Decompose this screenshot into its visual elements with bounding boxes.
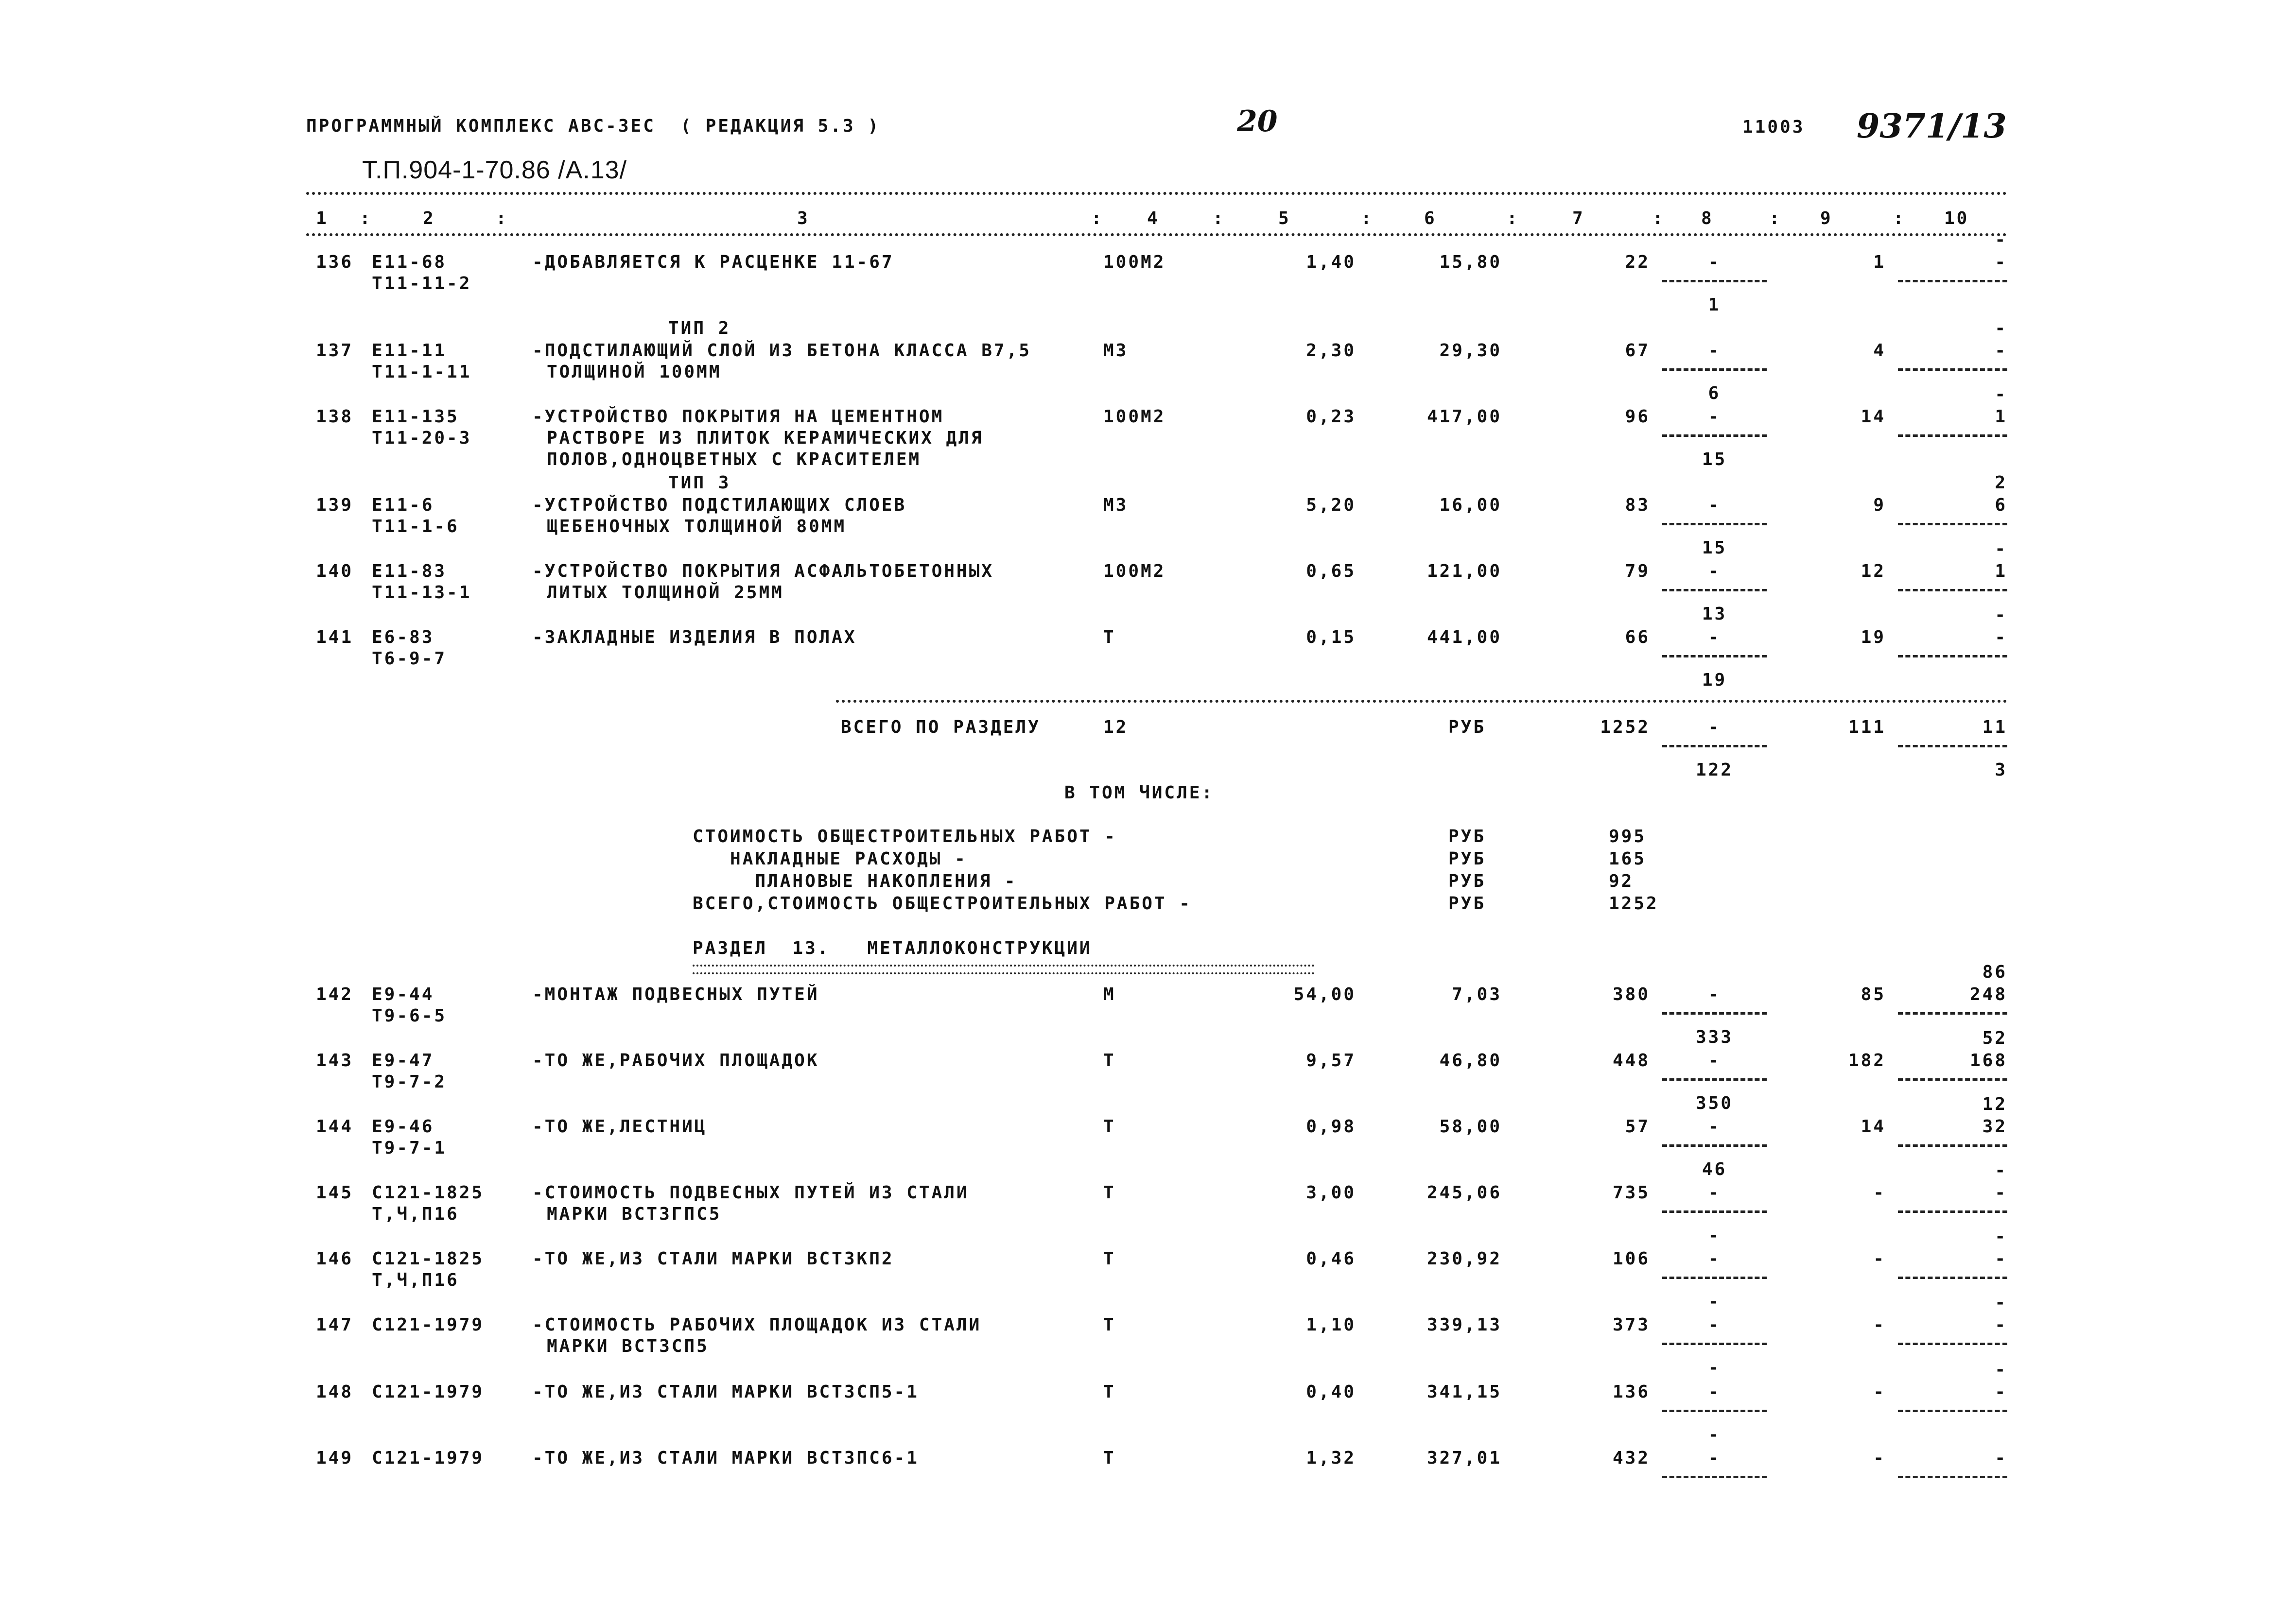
col10-divider (1898, 1210, 2007, 1213)
col8-top: - (1708, 495, 1721, 515)
total-cost: 380 (1612, 985, 1650, 1004)
total-col8-divider (1662, 745, 1767, 747)
col10-divider (1898, 1476, 2007, 1478)
rate-reference: Т,Ч,П16 (372, 1270, 459, 1290)
quantity: 0,98 (1306, 1117, 1356, 1137)
rate-reference: Т6-9-7 (372, 649, 447, 669)
unit-price: 46,80 (1439, 1051, 1502, 1071)
total-col8-top: - (1708, 717, 1721, 737)
col10-divider (1898, 1343, 2007, 1345)
col8-divider (1662, 1476, 1767, 1478)
col10-top: 248 (1969, 985, 2007, 1004)
col8-bottom: 1 (1708, 295, 1721, 315)
row-number: 146 (316, 1249, 354, 1269)
col10-top: - (1995, 1448, 2007, 1468)
col9-value: - (1873, 1183, 1886, 1203)
col10-bottom: - (1995, 1227, 2007, 1246)
unit-price: 230,92 (1426, 1249, 1502, 1269)
including-line-value: 92 (1609, 871, 1634, 891)
col8-top: - (1708, 1249, 1721, 1269)
work-description: ЩЕБЕНОЧНЫХ ТОЛЩИНОЙ 80ММ (547, 517, 847, 536)
col8-divider (1662, 589, 1767, 591)
quantity: 2,30 (1306, 341, 1356, 361)
total-cost: 96 (1625, 407, 1650, 427)
including-line-unit: РУБ (1448, 871, 1486, 891)
col8-top: - (1708, 252, 1721, 272)
unit: Т (1103, 1382, 1116, 1402)
row-number: 138 (316, 407, 354, 427)
including-label: В ТОМ ЧИСЛЕ: (1064, 783, 1215, 803)
col9-value: - (1873, 1315, 1886, 1335)
col10-top: - (1995, 1382, 2007, 1402)
unit-price: 441,00 (1426, 627, 1502, 647)
quantity: 0,23 (1306, 407, 1356, 427)
column-header-6: 6 (1424, 208, 1437, 228)
quantity: 9,57 (1306, 1051, 1356, 1071)
rate-code: Е6-83 (372, 627, 435, 647)
work-description: МАРКИ ВСТ3ГПС5 (547, 1204, 722, 1224)
rate-code: С121-1825 (372, 1183, 485, 1203)
col10-divider (1898, 1410, 2007, 1412)
rate-code: Е9-47 (372, 1051, 435, 1071)
column-header-5: 5 (1278, 208, 1291, 228)
total-value: 1252 (1600, 717, 1650, 737)
col9-value: 12 (1861, 561, 1886, 581)
col9-value: 85 (1861, 985, 1886, 1004)
col8-bottom: - (1708, 1358, 1721, 1378)
work-description: -ДОБАВЛЯЕТСЯ К РАСЦЕНКЕ 11-67 (532, 252, 894, 272)
col10-top: - (1995, 341, 2007, 361)
col8-top: - (1708, 1315, 1721, 1335)
work-description: -ПОДСТИЛАЮЩИЙ СЛОЙ ИЗ БЕТОНА КЛАССА В7,5 (532, 341, 1031, 361)
unit: 100М2 (1103, 252, 1166, 272)
rate-reference: Т11-13-1 (372, 583, 472, 603)
work-description: -ТО ЖЕ,ИЗ СТАЛИ МАРКИ ВСТ3ПС6-1 (532, 1448, 919, 1468)
column-separator: : (1769, 208, 1782, 228)
col8-bottom: 333 (1695, 1027, 1734, 1047)
col9-value: 14 (1861, 1117, 1886, 1137)
col8-bottom: 350 (1695, 1093, 1734, 1113)
col9-value: - (1873, 1249, 1886, 1269)
column-separator: : (1361, 208, 1374, 228)
unit: Т (1103, 1183, 1116, 1203)
col10-bottom: - (1995, 318, 2007, 338)
unit: М3 (1103, 341, 1129, 361)
column-separator: : (1893, 208, 1906, 228)
col8-divider (1662, 1144, 1767, 1147)
col10-top: 168 (1969, 1051, 2007, 1071)
column-separator: : (1652, 208, 1665, 228)
work-description: -ТО ЖЕ,ИЗ СТАЛИ МАРКИ ВСТ3КП2 (532, 1249, 894, 1269)
col8-top: - (1708, 1382, 1721, 1402)
total-col8-bottom: 122 (1695, 760, 1734, 780)
col10-top: - (1995, 627, 2007, 647)
col8-bottom: 19 (1702, 670, 1727, 690)
project-number: Т.П.904-1-70.86 /А.13/ (362, 156, 627, 184)
column-header-9: 9 (1820, 208, 1833, 228)
col8-bottom: - (1708, 1226, 1721, 1245)
work-description: -СТОИМОСТЬ ПОДВЕСНЫХ ПУТЕЙ ИЗ СТАЛИ (532, 1183, 969, 1203)
col8-bottom: 15 (1702, 449, 1727, 469)
col10-bottom: - (1995, 230, 2007, 250)
total-col10-divider (1898, 745, 2007, 747)
unit: Т (1103, 1051, 1116, 1071)
including-line-text: ВСЕГО,СТОИМОСТЬ ОБЩЕСТРОИТЕЛЬНЫХ РАБОТ - (693, 894, 1192, 914)
including-line-unit: РУБ (1448, 849, 1486, 869)
col10-top: 32 (1982, 1117, 2007, 1137)
col10-bottom: - (1995, 539, 2007, 559)
column-header-7: 7 (1572, 208, 1585, 228)
col10-divider (1898, 1078, 2007, 1081)
column-header-1: 1 (316, 208, 329, 228)
unit-price: 7,03 (1452, 985, 1502, 1004)
work-description: РАСТВОРЕ ИЗ ПЛИТОК КЕРАМИЧЕСКИХ ДЛЯ (547, 428, 984, 448)
program-title: ПРОГРАММНЫЙ КОМПЛЕКС АВС-ЗЕС ( РЕДАКЦИЯ 5.3 ) (306, 116, 880, 136)
total-col10-top: 11 (1982, 717, 2007, 737)
work-description: -МОНТАЖ ПОДВЕСНЫХ ПУТЕЙ (532, 985, 819, 1004)
unit: Т (1103, 1315, 1116, 1335)
work-description: -ТО ЖЕ,ИЗ СТАЛИ МАРКИ ВСТ3СП5-1 (532, 1382, 919, 1402)
work-description: -ЗАКЛАДНЫЕ ИЗДЕЛИЯ В ПОЛАХ (532, 627, 857, 647)
rate-code: С121-1979 (372, 1315, 485, 1335)
section-13-title: РАЗДЕЛ 13. МЕТАЛЛОКОНСТРУКЦИИ (693, 938, 1092, 958)
including-line-value: 995 (1609, 827, 1647, 847)
including-line-unit: РУБ (1448, 827, 1486, 847)
col8-top: - (1708, 1117, 1721, 1137)
rate-reference: Т,Ч,П16 (372, 1204, 459, 1224)
including-line-unit: РУБ (1448, 894, 1486, 914)
unit: 100М2 (1103, 561, 1166, 581)
col10-top: - (1995, 1249, 2007, 1269)
quantity: 0,15 (1306, 627, 1356, 647)
unit: Т (1103, 1117, 1116, 1137)
including-line-value: 165 (1609, 849, 1647, 869)
col8-divider (1662, 1210, 1767, 1213)
unit-price: 58,00 (1439, 1117, 1502, 1137)
unit-price: 121,00 (1426, 561, 1502, 581)
column-separator: : (496, 208, 508, 228)
quantity: 1,40 (1306, 252, 1356, 272)
col9-value: - (1873, 1382, 1886, 1402)
rate-code: Е11-83 (372, 561, 447, 581)
work-description: ТОЛЩИНОЙ 100ММ (547, 362, 722, 382)
col8-bottom: 13 (1702, 604, 1727, 624)
rate-code: С121-1979 (372, 1382, 485, 1402)
col10-divider (1898, 1277, 2007, 1279)
page-number: 20 (1237, 104, 1278, 138)
col10-divider (1898, 1012, 2007, 1015)
col8-bottom: - (1708, 1292, 1721, 1312)
row-number: 140 (316, 561, 354, 581)
col10-bottom: - (1995, 1160, 2007, 1180)
column-header-3: 3 (797, 208, 810, 228)
quantity: 0,65 (1306, 561, 1356, 581)
unit: Т (1103, 627, 1116, 647)
header-rule-top (306, 192, 2007, 195)
work-description: -УСТРОЙСТВО ПОКРЫТИЯ НА ЦЕМЕНТНОМ (532, 407, 944, 427)
col10-divider (1898, 523, 2007, 525)
col8-top: - (1708, 1448, 1721, 1468)
work-description: МАРКИ ВСТ3СП5 (547, 1336, 709, 1356)
row-number: 136 (316, 252, 354, 272)
including-line-text: НАКЛАДНЫЕ РАСХОДЫ - (693, 849, 967, 869)
rate-code: Е11-11 (372, 341, 447, 361)
rate-code: Е9-44 (372, 985, 435, 1004)
unit: 100М2 (1103, 407, 1166, 427)
section-13-underline (693, 965, 1315, 974)
col8-divider (1662, 523, 1767, 525)
rate-code: Е9-46 (372, 1117, 435, 1137)
col8-top: - (1708, 561, 1721, 581)
total-cost: 22 (1625, 252, 1650, 272)
col10-bottom: 2 (1995, 473, 2007, 493)
col10-divider (1898, 280, 2007, 282)
total-rule (836, 700, 2007, 703)
total-cost: 106 (1612, 1249, 1650, 1269)
work-description: -УСТРОЙСТВО ПОДСТИЛАЮЩИХ СЛОЕВ (532, 495, 907, 515)
total-cost: 79 (1625, 561, 1650, 581)
quantity: 0,40 (1306, 1382, 1356, 1402)
including-line-value: 1252 (1609, 894, 1659, 914)
work-description: -СТОИМОСТЬ РАБОЧИХ ПЛОЩАДОК ИЗ СТАЛИ (532, 1315, 982, 1335)
total-cost: 136 (1612, 1382, 1650, 1402)
col8-top: - (1708, 341, 1721, 361)
col10-top: - (1995, 1315, 2007, 1335)
rate-reference: Т11-20-3 (372, 428, 472, 448)
col10-top: - (1995, 1183, 2007, 1203)
including-line-text: СТОИМОСТЬ ОБЩЕСТРОИТЕЛЬНЫХ РАБОТ - (693, 827, 1117, 847)
col8-bottom: 46 (1702, 1159, 1727, 1179)
unit: Т (1103, 1448, 1116, 1468)
unit-price: 339,13 (1426, 1315, 1502, 1335)
rate-reference: Т9-7-1 (372, 1138, 447, 1158)
column-separator: : (1213, 208, 1225, 228)
column-header-8: 8 (1701, 208, 1714, 228)
col10-divider (1898, 434, 2007, 437)
col8-divider (1662, 280, 1767, 282)
col8-top: - (1708, 407, 1721, 427)
col10-top: 1 (1995, 561, 2007, 581)
quantity: 1,10 (1306, 1315, 1356, 1335)
work-description: -ТО ЖЕ,РАБОЧИХ ПЛОЩАДОК (532, 1051, 819, 1071)
col8-divider (1662, 1410, 1767, 1412)
row-number: 147 (316, 1315, 354, 1335)
total-cost: 735 (1612, 1183, 1650, 1203)
col8-divider (1662, 655, 1767, 657)
work-description: -ТО ЖЕ,ЛЕСТНИЦ (532, 1117, 707, 1137)
row-number: 144 (316, 1117, 354, 1137)
col10-bottom: - (1995, 1293, 2007, 1313)
unit-price: 327,01 (1426, 1448, 1502, 1468)
col10-divider (1898, 589, 2007, 591)
unit: М (1103, 985, 1116, 1004)
document-code: 11003 (1742, 117, 1805, 137)
col8-divider (1662, 1277, 1767, 1279)
work-description: ПОЛОВ,ОДНОЦВЕТНЫХ С КРАСИТЕЛЕМ (547, 449, 922, 469)
header-rule-bottom (306, 233, 2007, 236)
col9-value: 182 (1848, 1051, 1886, 1071)
unit-price: 15,80 (1439, 252, 1502, 272)
col10-bottom: 52 (1982, 1028, 2007, 1048)
row-number: 149 (316, 1448, 354, 1468)
quantity: 54,00 (1293, 985, 1356, 1004)
col9-value: 19 (1861, 627, 1886, 647)
col9-value: 9 (1873, 495, 1886, 515)
rate-reference: Т11-1-11 (372, 362, 472, 382)
col10-bottom: - (1995, 605, 2007, 625)
column-header-2: 2 (423, 208, 435, 228)
col10-bottom: - (1995, 384, 2007, 404)
unit-price: 29,30 (1439, 341, 1502, 361)
col9-value: 14 (1861, 407, 1886, 427)
rate-reference: Т9-6-5 (372, 1006, 447, 1026)
rate-code: Е11-6 (372, 495, 435, 515)
total-cost: 373 (1612, 1315, 1650, 1335)
col9-value: 1 (1873, 252, 1886, 272)
row-number: 139 (316, 495, 354, 515)
total-cost: 57 (1625, 1117, 1650, 1137)
quantity: 3,00 (1306, 1183, 1356, 1203)
col9-value: 4 (1873, 341, 1886, 361)
quantity: 5,20 (1306, 495, 1356, 515)
type-label: ТИП 2 (668, 318, 731, 338)
col8-divider (1662, 1012, 1767, 1015)
rate-code: С121-1825 (372, 1249, 485, 1269)
total-cost: 67 (1625, 341, 1650, 361)
rate-reference: Т11-11-2 (372, 274, 472, 294)
col8-top: - (1708, 1183, 1721, 1203)
total-count: 12 (1103, 717, 1129, 737)
type-label: ТИП 3 (668, 473, 731, 493)
col10-divider (1898, 1144, 2007, 1147)
total-cost: 432 (1612, 1448, 1650, 1468)
total-col10-bottom: 3 (1995, 760, 2007, 780)
column-header-4: 4 (1147, 208, 1160, 228)
unit-price: 245,06 (1426, 1183, 1502, 1203)
row-number: 137 (316, 341, 354, 361)
col8-bottom: 6 (1708, 383, 1721, 403)
column-separator: : (1507, 208, 1519, 228)
rate-code: С121-1979 (372, 1448, 485, 1468)
row-number: 142 (316, 985, 354, 1004)
rate-code: Е11-68 (372, 252, 447, 272)
unit-price: 16,00 (1439, 495, 1502, 515)
work-description: -УСТРОЙСТВО ПОКРЫТИЯ АСФАЛЬТОБЕТОННЫХ (532, 561, 994, 581)
work-description: ЛИТЫХ ТОЛЩИНОЙ 25ММ (547, 583, 784, 603)
col8-bottom: - (1708, 1425, 1721, 1445)
col10-bottom: 12 (1982, 1094, 2007, 1114)
col10-top: 1 (1995, 407, 2007, 427)
col8-top: - (1708, 1051, 1721, 1071)
row-number: 143 (316, 1051, 354, 1071)
total-unit: РУБ (1448, 717, 1486, 737)
including-line-text: ПЛАНОВЫЕ НАКОПЛЕНИЯ - (693, 871, 1017, 891)
column-header-10: 10 (1944, 208, 1969, 228)
col10-divider (1898, 655, 2007, 657)
total-cost: 83 (1625, 495, 1650, 515)
rate-reference: Т9-7-2 (372, 1072, 447, 1092)
total-cost: 66 (1625, 627, 1650, 647)
row-number: 148 (316, 1382, 354, 1402)
col9-value: - (1873, 1448, 1886, 1468)
sheet-number: 9371/13 (1857, 107, 2007, 146)
rate-code: Е11-135 (372, 407, 459, 427)
col8-top: - (1708, 627, 1721, 647)
unit-price: 417,00 (1426, 407, 1502, 427)
unit: Т (1103, 1249, 1116, 1269)
total-cost: 448 (1612, 1051, 1650, 1071)
column-separator: : (1091, 208, 1104, 228)
quantity: 1,32 (1306, 1448, 1356, 1468)
col8-bottom: 15 (1702, 538, 1727, 558)
col8-top: - (1708, 985, 1721, 1004)
col10-divider (1898, 368, 2007, 371)
total-label: ВСЕГО ПО РАЗДЕЛУ (841, 717, 1041, 737)
col8-divider (1662, 368, 1767, 371)
unit: М3 (1103, 495, 1129, 515)
total-col9: 111 (1848, 717, 1886, 737)
col8-divider (1662, 434, 1767, 437)
col8-divider (1662, 1078, 1767, 1081)
col10-bottom: 86 (1982, 962, 2007, 982)
col8-divider (1662, 1343, 1767, 1345)
column-separator: : (360, 208, 372, 228)
col10-top: 6 (1995, 495, 2007, 515)
rate-reference: Т11-1-6 (372, 517, 459, 536)
col10-top: - (1995, 252, 2007, 272)
col10-bottom: - (1995, 1360, 2007, 1380)
quantity: 0,46 (1306, 1249, 1356, 1269)
unit-price: 341,15 (1426, 1382, 1502, 1402)
row-number: 141 (316, 627, 354, 647)
row-number: 145 (316, 1183, 354, 1203)
